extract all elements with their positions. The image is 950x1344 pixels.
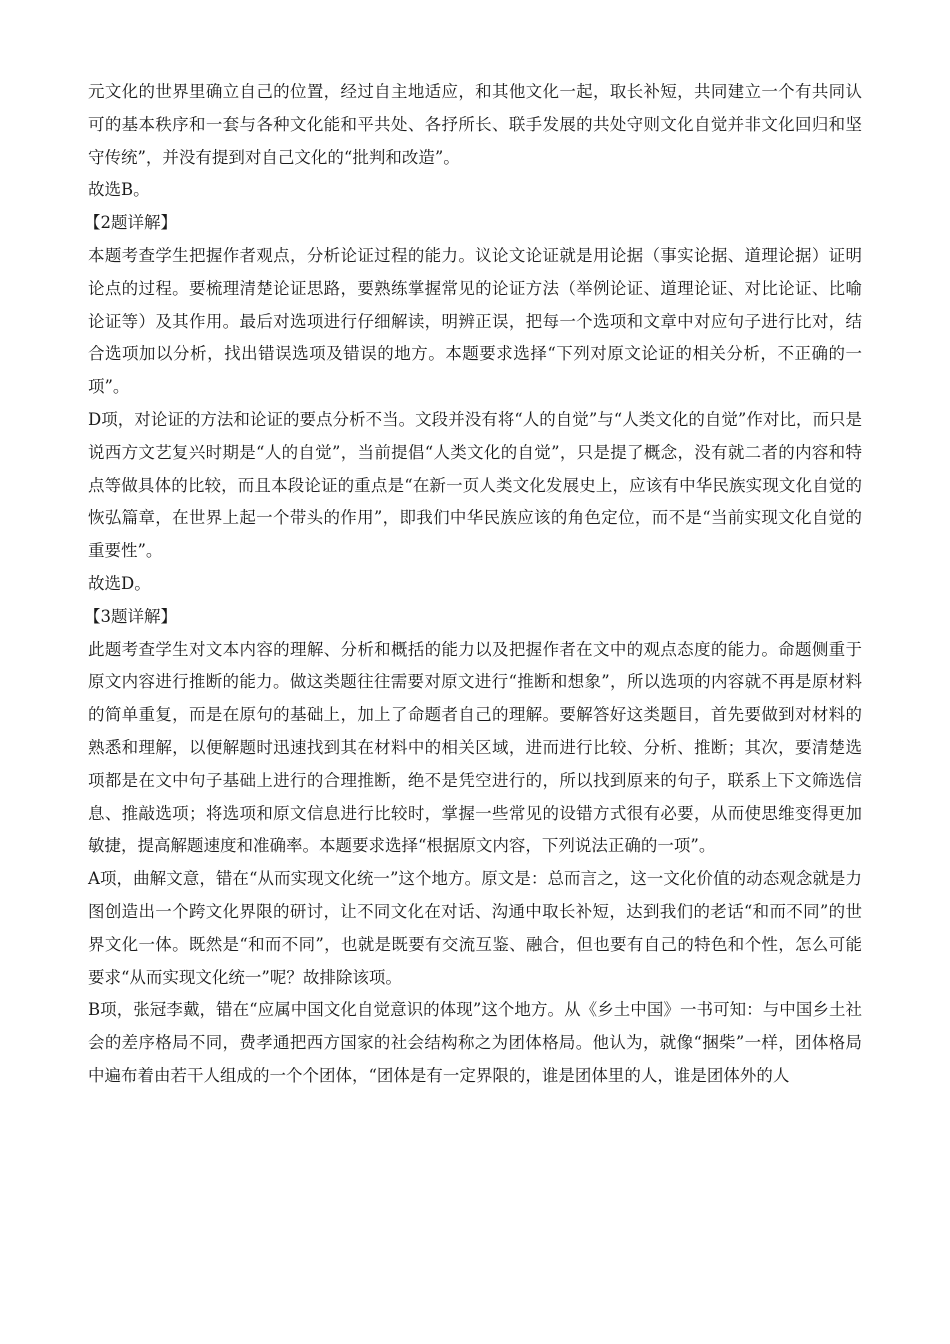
answer-line-1: 故选B。 bbox=[88, 180, 150, 200]
paragraph-q2-intro: 本题考查学生把握作者观点，分析论证过程的能力。议论文论证就是用论据（事实论据、道理论据）证明论点的过程。要梳理清楚论证思路，要熟练掌握常见的论证方法（举例论证、道理论证、对比论证、比喻论证等）及其作用。最后对选项进行仔细解读，明辨正误，把每一个选项和文章中对应句子进行比对，结合选项加以分析，找出错误选项及错误的地方。本题要求选择“下列对原文论证的相关分析，不正确的一项”。 bbox=[88, 245, 862, 397]
paragraph-q2-option-d: D项，对论证的方法和论证的要点分析不当。文段并没有将“人的自觉”与“人类文化的自觉”作对比，而只是说西方文艺复兴时期是“人的自觉”，当前提倡“人类文化的自觉”，只是提了概念，没有就二者的内容和特点等做具体的比较，而且本段论证的重点是“在新一页人类文化发展史上，应该有中华民族实现文化自觉的恢弘篇章，在世界上起一个带头的作用”，即我们中华民族应该的角色定位，而不是“当前实现文化自觉的重要性”。 bbox=[88, 409, 862, 561]
paragraph-continuation: 元文化的世界里确立自己的位置，经过自主地适应，和其他文化一起，取长补短，共同建立一个有共同认可的基本秩序和一套与各种文化能和平共处、各抒所长、联手发展的共处守则文化自觉并非文化回归和坚守传统”，并没有提到对自己文化的“批判和改造”。 bbox=[88, 82, 862, 167]
paragraph-q3-intro: 此题考查学生对文本内容的理解、分析和概括的能力以及把握作者在文中的观点态度的能力。命题侧重于原文内容进行推断的能力。做这类题往往需要对原文进行“推断和想象”，所以选项的内容就不再是原材料的简单重复，而是在原句的基础上，加上了命题者自己的理解。要解答好这类题目，首先要做到对材料的熟悉和理解，以便解题时迅速找到其在材料中的相关区域，进而进行比较、分析、推断；其次，要清楚选项都是在文中句子基础上进行的合理推断，绝不是凭空进行的，所以找到原来的句子，联系上下文筛选信息、推敲选项；将选项和原文信息进行比较时，掌握一些常见的设错方式很有必要，从而使思维变得更加敏捷，提高解题速度和准确率。本题要求选择“根据原文内容，下列说法正确的一项”。 bbox=[88, 639, 862, 856]
paragraph-q3-option-b: B项，张冠李戴，错在“应属中国文化自觉意识的体现”这个地方。从《乡土中国》一书可知：与中国乡土社会的差序格局不同，费孝通把西方国家的社会结构称之为团体格局。他认为，就像“捆柴”一样，团体格局中遍布着由若干人组成的一个个团体，“团体是有一定界限的，谁是团体里的人，谁是团体外的人 bbox=[88, 1000, 862, 1085]
section-heading-2: 【2题详解】 bbox=[84, 213, 177, 233]
document-body bbox=[84, 76, 862, 1093]
paragraph-q3-option-a: A项，曲解文意，错在“从而实现文化统一”这个地方。原文是：总而言之，这一文化价值的动态观念就是力图创造出一个跨文化界限的研讨，让不同文化在对话、沟通中取长补短，达到我们的老话“和而不同”的世界文化一体。既然是“和而不同”，也就是既要有交流互鉴、融合，但也要有自己的特色和个性，怎么可能要求“从而实现文化统一”呢？故排除该项。 bbox=[88, 869, 862, 987]
answer-line-2: 故选D。 bbox=[88, 573, 151, 593]
section-heading-3: 【3题详解】 bbox=[84, 606, 177, 626]
